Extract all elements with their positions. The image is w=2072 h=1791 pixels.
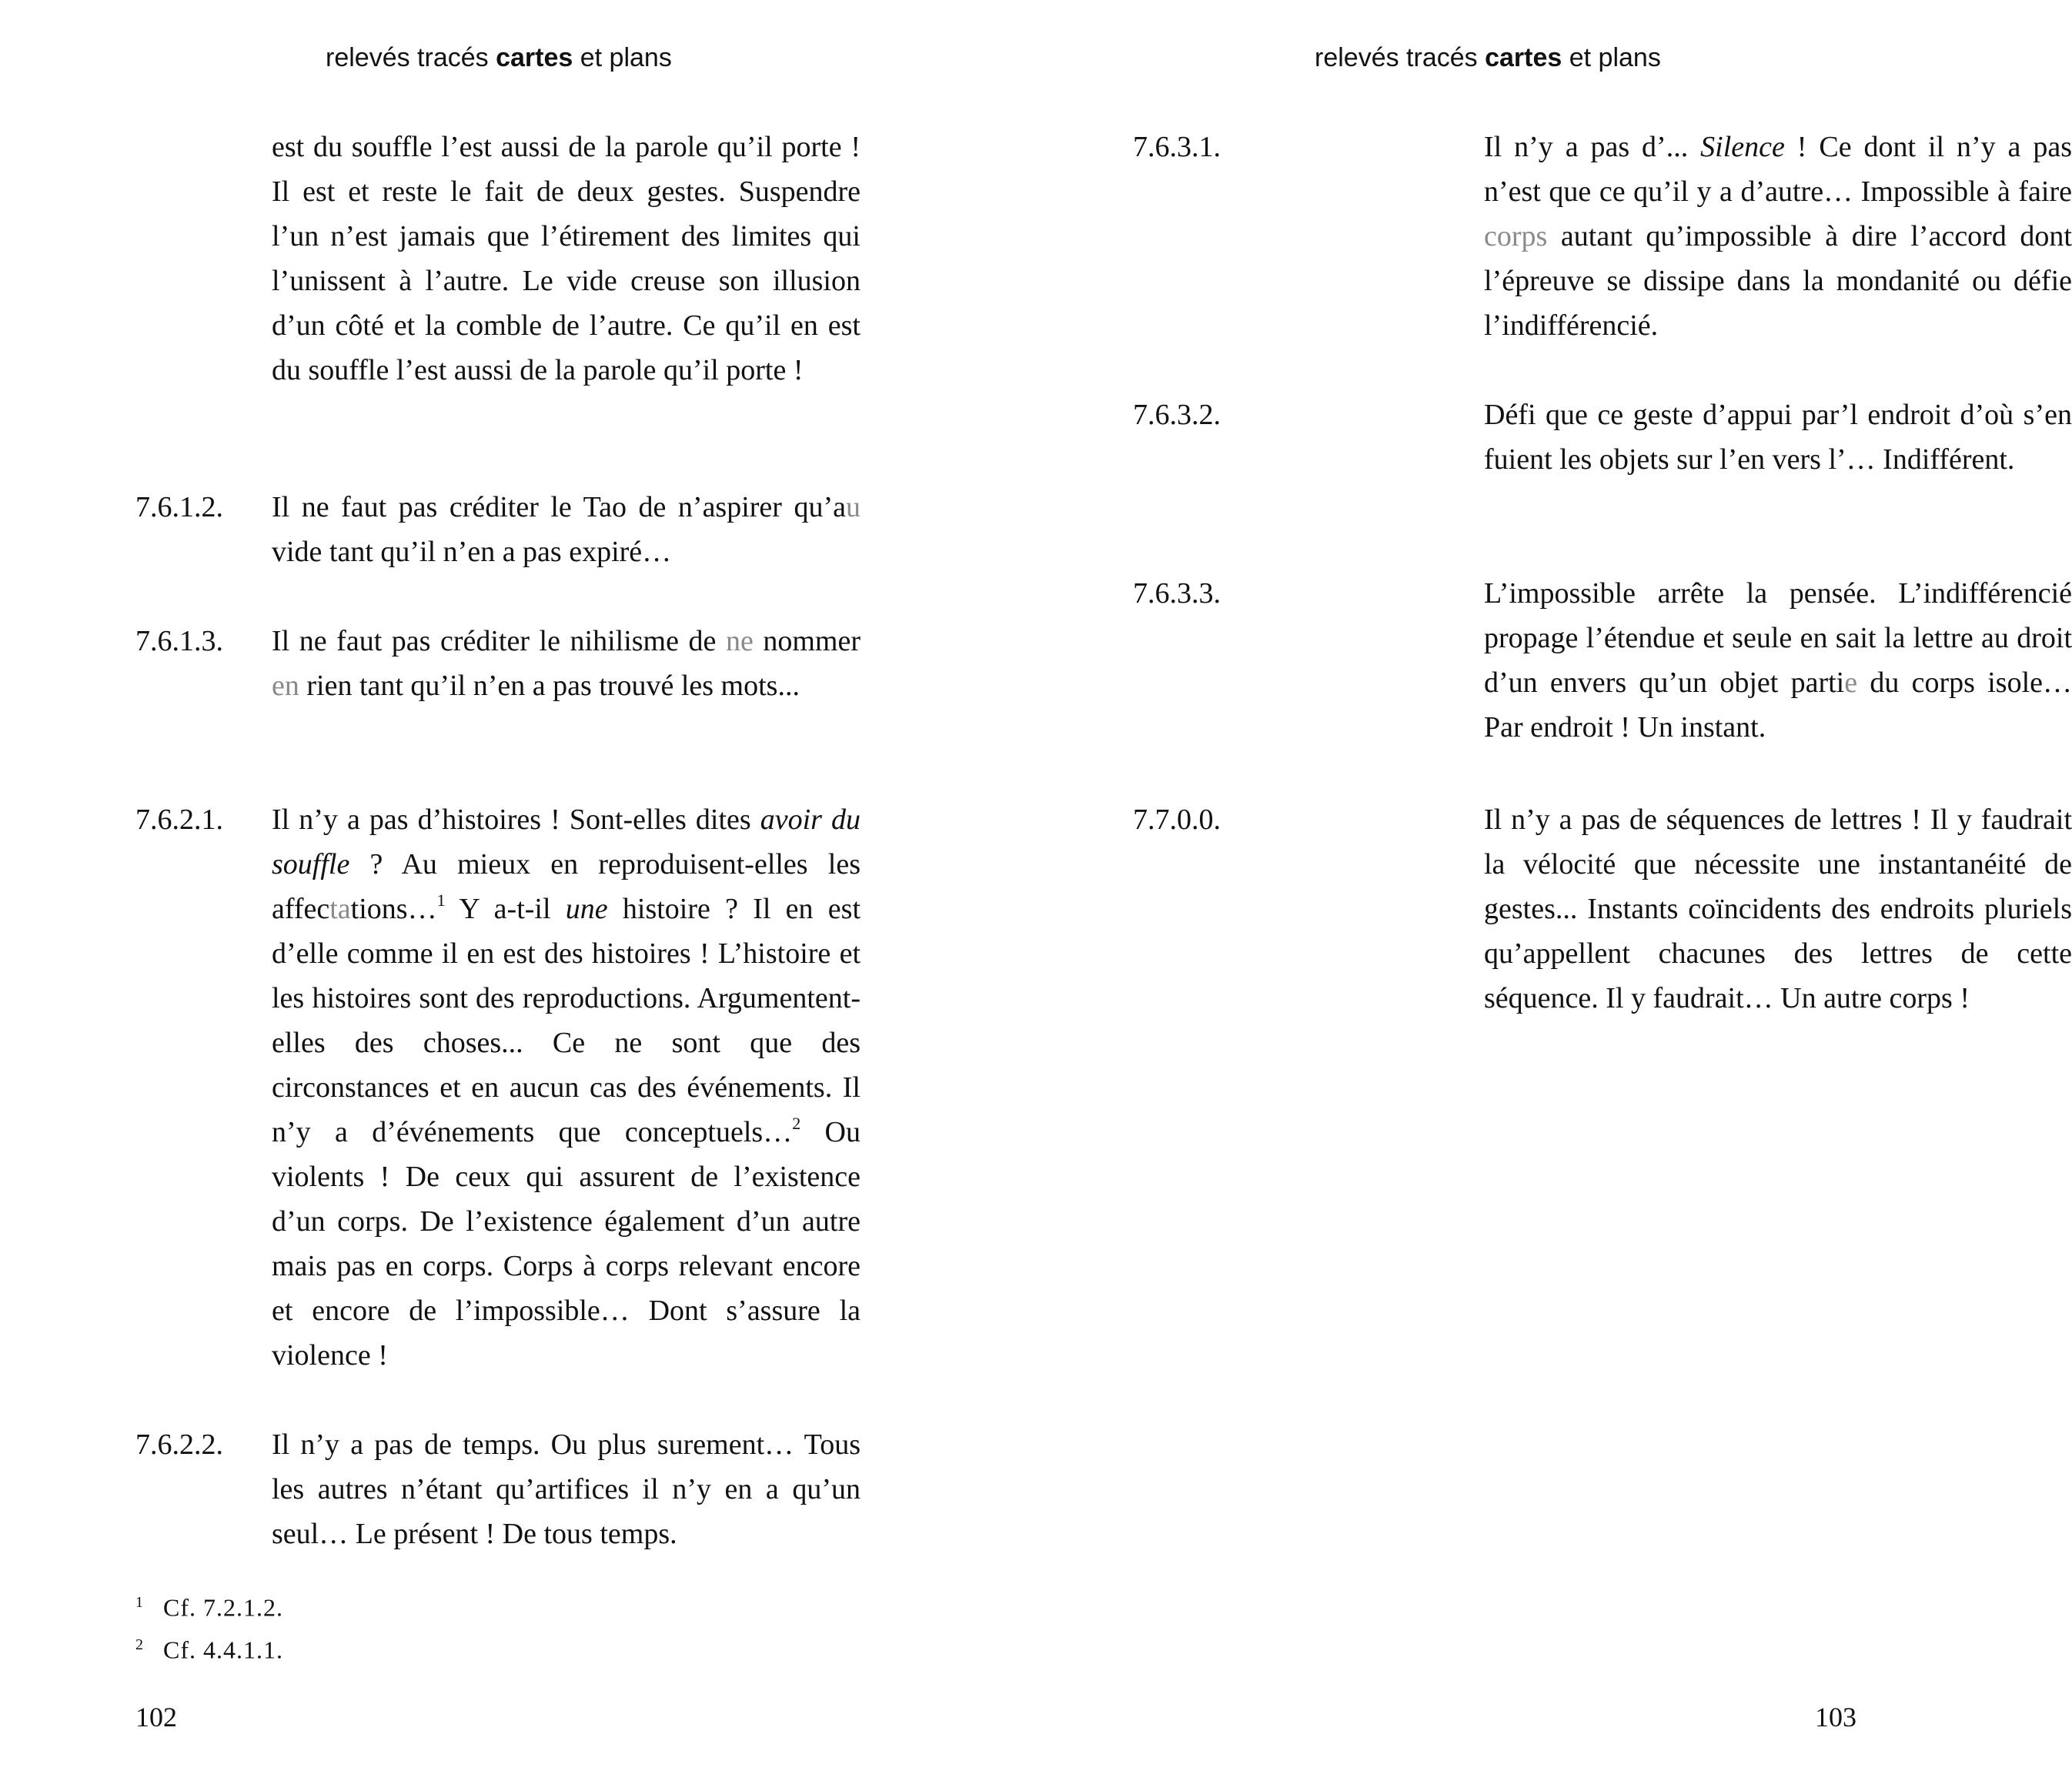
text-run: vide tant qu’il n’en a pas expiré… [272, 536, 672, 568]
text-run: Il ne faut pas créditer le nihilisme de [272, 625, 726, 657]
entry-number: 7.6.2.1. [135, 804, 223, 836]
text-run: histoire ? Il en est d’elle comme il en est des histoires ! L’histoire et les histoires sont des reproductions. Argumentent-elles des choses... Ce ne sont que des circonstances et en aucun cas des événements. Il n’y a d’événements que conceptuels… [272, 893, 861, 1148]
footnote [135, 1584, 283, 1626]
text-run: Y a-t-il [445, 893, 566, 925]
footnote [135, 1626, 283, 1669]
text-run: rien tant qu’il n’en a pas trouvé les mots... [299, 670, 800, 702]
entry-text [1484, 125, 2072, 348]
footnote-ref[interactable]: 2 [792, 1114, 801, 1134]
running-head [1315, 43, 1661, 73]
entry-number: 7.6.2.2. [135, 1428, 223, 1461]
running-head-text: relevés tracés [1315, 43, 1485, 72]
text-run: Il ne faut pas créditer le Tao de n’aspirer qu’a [272, 491, 846, 523]
entry-text [272, 619, 861, 708]
entry-number: 7.6.1.2. [135, 491, 223, 523]
footnote-number: 2 [135, 1636, 144, 1653]
entry-text [1484, 571, 2072, 750]
running-head-bold: cartes [496, 43, 573, 72]
running-head-text: et plans [1562, 43, 1661, 72]
running-head [326, 43, 672, 73]
footnotes [135, 1584, 283, 1668]
continuation-paragraph: est du souffle l’est aussi de la parole qu’il porte ! Il est et reste le fait de deux gestes. Suspendre l’un n’est jamais que l’étirement des limites qui l’unissent à l’autre. Le vide creuse son illusion d’un côté et la comble de l’autre. Ce qu’il en est du souffle l’est aussi de la parole qu’il porte ! [272, 131, 861, 386]
running-head-bold: cartes [1485, 43, 1562, 72]
entry-text: Défi que ce geste d’appui par’l endroit d’où s’en fuient les objets sur l’en vers l’… Indifférent. [1484, 399, 2072, 476]
footnote-text: Cf. 7.2.1.2. [163, 1593, 283, 1622]
right-page [985, 0, 2072, 1791]
text-run: Il n’y a pas d’histoires ! Sont-elles dites [272, 804, 760, 836]
entry-text [272, 485, 861, 574]
italic-text-run: Silence [1700, 131, 1785, 163]
entry-number: 7.6.3.3. [1133, 577, 1221, 610]
text-run: ! Ce dont il n’y a pas n’est que ce qu’il y a d’autre… Impossible à faire [1484, 131, 2072, 208]
running-head-text: relevés tracés [326, 43, 496, 72]
entry-text [272, 797, 861, 1378]
text-run: Il n’y a pas d’... [1484, 131, 1701, 163]
grey-text-run: u [846, 491, 861, 523]
grey-text-run: e [1844, 667, 1858, 699]
page-number: 102 [135, 1702, 177, 1733]
footnote-number: 1 [135, 1594, 144, 1611]
text-run: du corps isole… Par endroit ! Un instant. [1484, 667, 2072, 743]
grey-text-run: ne [725, 625, 754, 657]
text-run: ? Au mieux en reproduisent-elles les affec [272, 848, 861, 925]
left-page [0, 0, 985, 1791]
text-run: autant qu’impossible à dire l’accord dont l’épreuve se dissipe dans la mondanité ou défie l’indifférencié. [1484, 220, 2072, 342]
entry-number: 7.6.3.2. [1133, 399, 1221, 431]
text-run: Ou violents ! De ceux qui assurent de l’existence d’un corps. De l’existence également d’un autre mais pas en corps. Corps à corps relevant encore et encore de l’impossible… Dont s’assure la violence ! [272, 1116, 861, 1372]
grey-text-run: en [272, 670, 299, 702]
entry-text: Il n’y a pas de séquences de lettres ! Il y faudrait la vélocité que nécessite une instantanéité de gestes... Instants coïncidents des endroits pluriels qu’appellent chacunes des lettres de cette séquence. Il y faudrait… Un autre corps ! [1484, 804, 2072, 1014]
footnote-text: Cf. 4.4.1.1. [163, 1636, 283, 1664]
entry-number: 7.6.3.1. [1133, 131, 1221, 163]
page-number: 103 [1815, 1702, 1856, 1733]
text-run: nommer [753, 625, 861, 657]
grey-text-run: ta [329, 893, 351, 925]
running-head-text: et plans [573, 43, 672, 72]
footnote-ref[interactable]: 1 [436, 890, 446, 911]
entry-number: 7.6.1.3. [135, 625, 223, 657]
text-run: tions… [350, 893, 437, 925]
entry-text: Il n’y a pas de temps. Ou plus surement… Tous les autres n’étant qu’artifices il n’y en a qu’un seul… Le présent ! De tous temps. [272, 1428, 861, 1550]
grey-text-run: corps [1484, 220, 1548, 252]
italic-text-run: avoir du souffle [272, 804, 861, 880]
italic-text-run: une [565, 893, 608, 925]
entry-number: 7.7.0.0. [1133, 804, 1221, 836]
text-run: L’impossible arrête la pensée. L’indifférencié propage l’étendue et seule en sait la lettre au droit d’un envers qu’un objet parti [1484, 577, 2072, 699]
